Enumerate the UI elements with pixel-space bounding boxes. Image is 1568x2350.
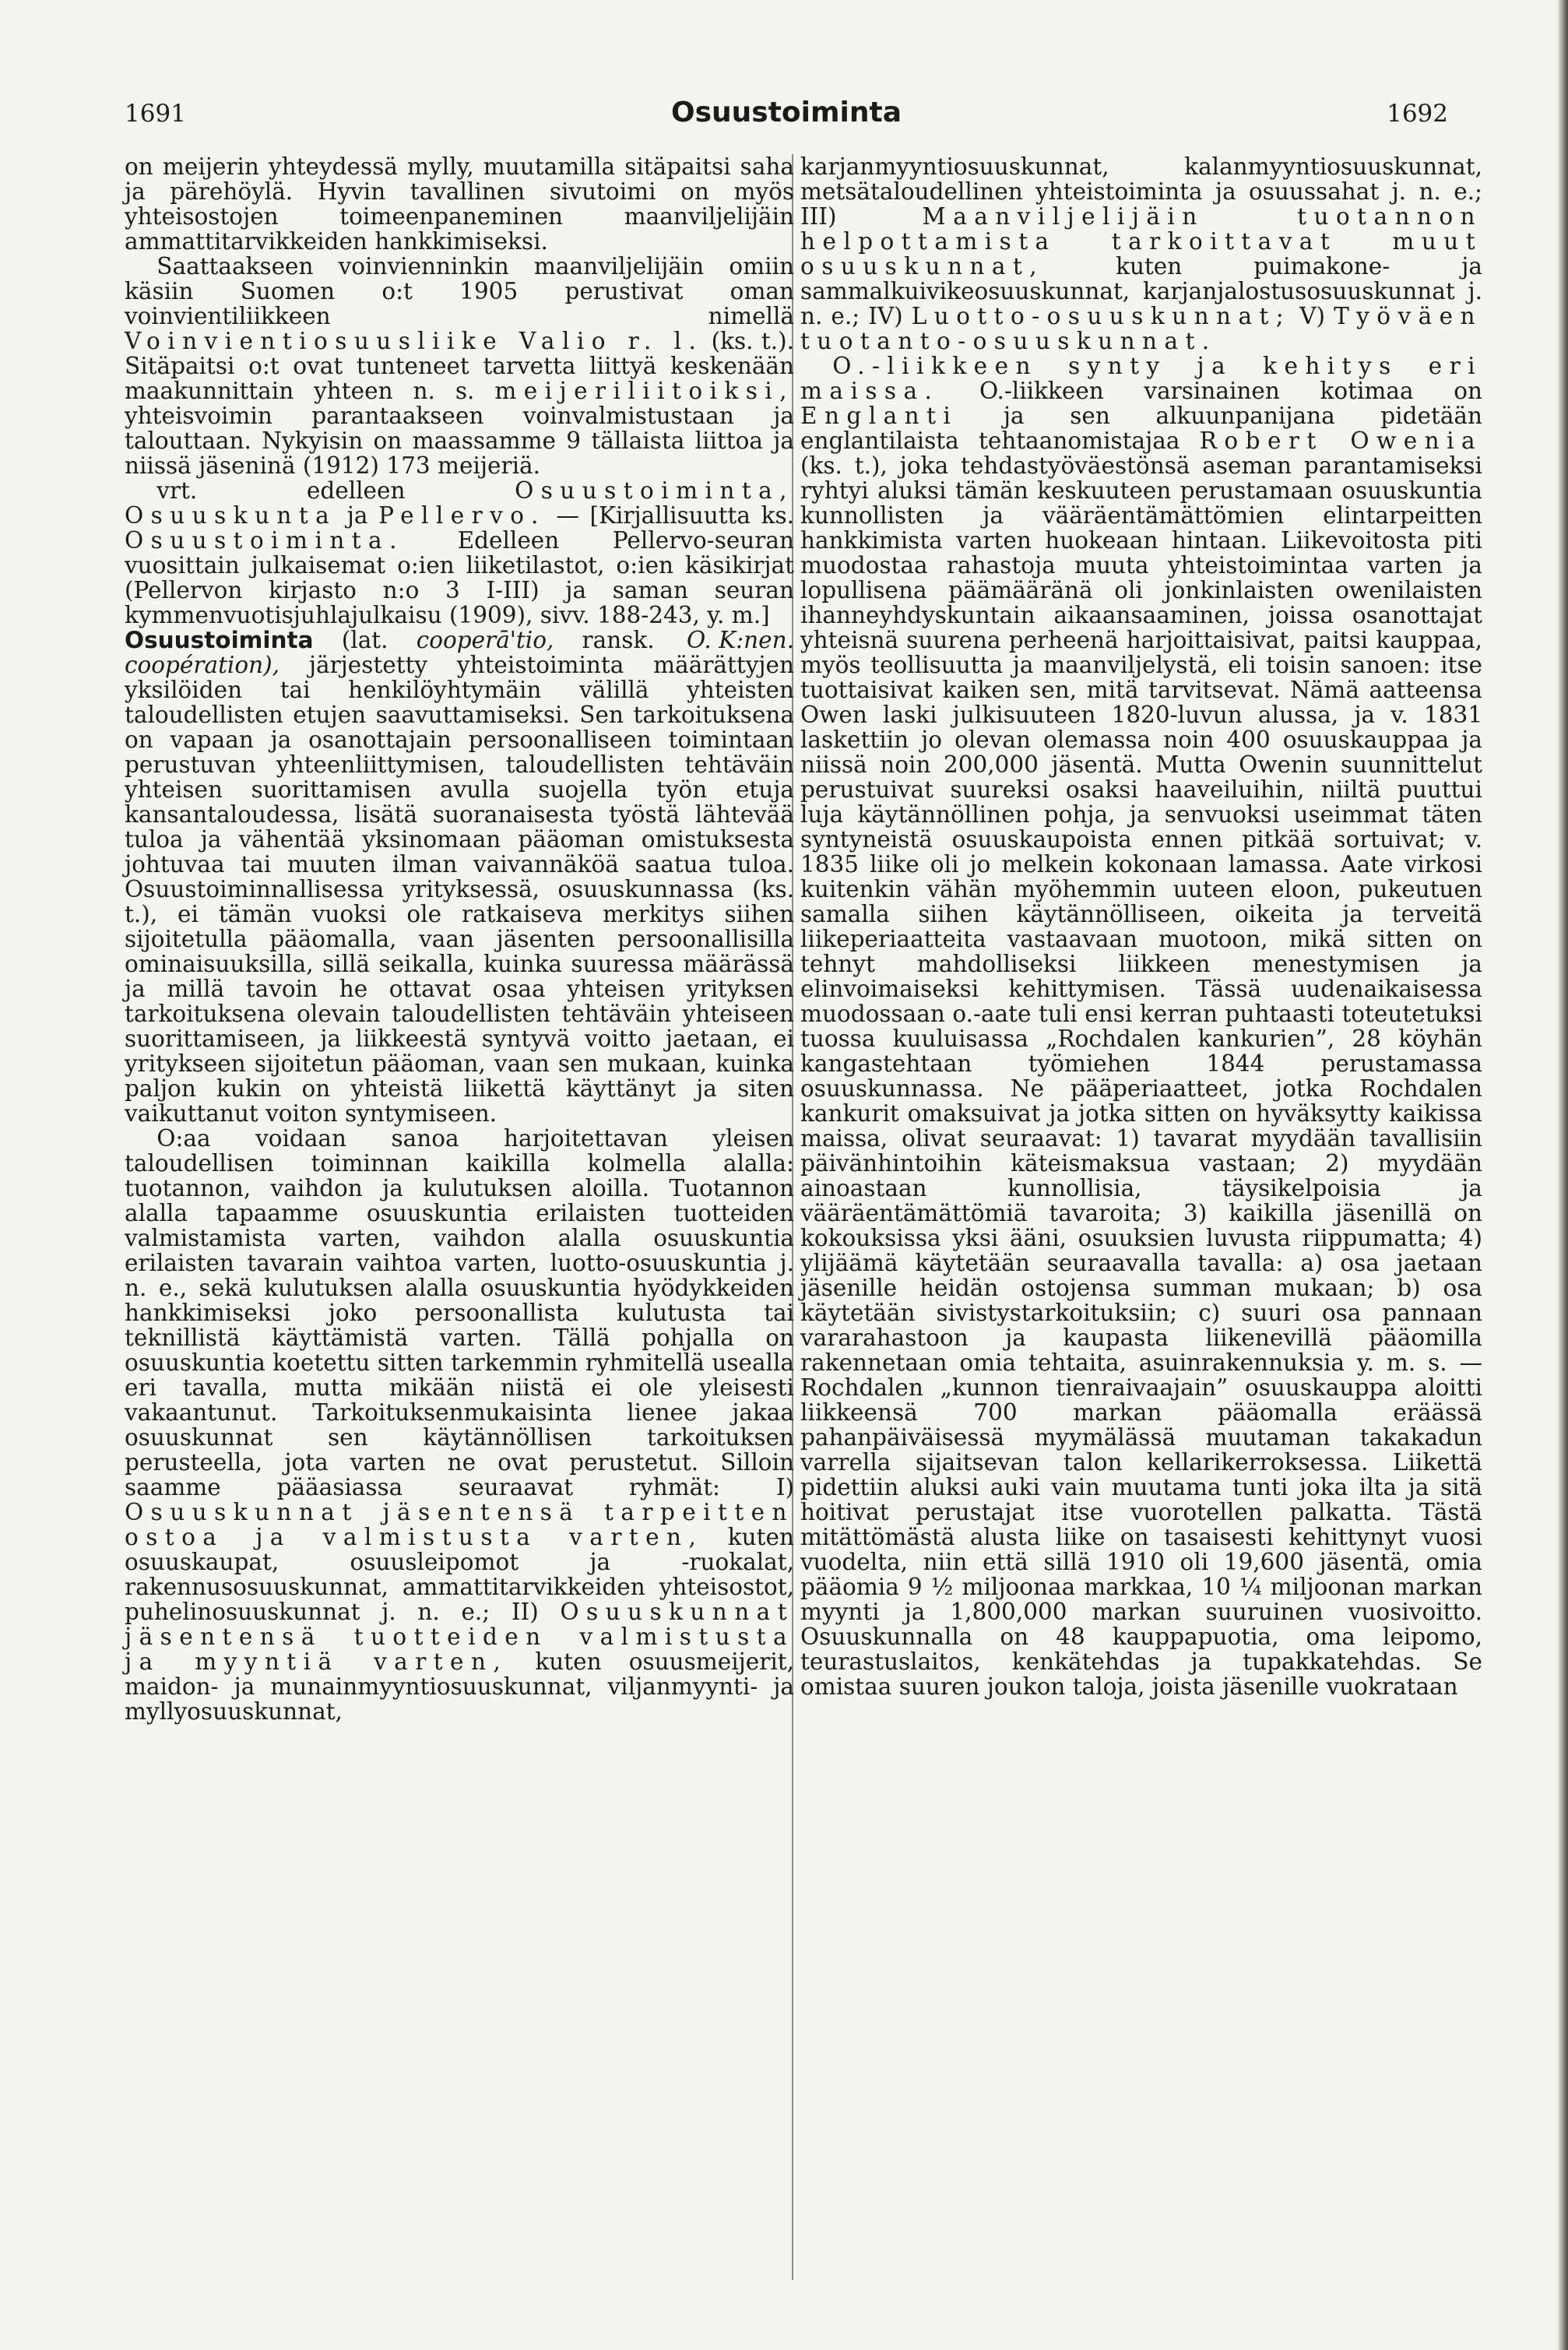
term-valio: Voinvientiosuusliike Valio r. l.	[125, 328, 704, 354]
paragraph-meijeri-sidelines: on meijerin yhteydessä mylly, muutamilla sitäpaitsi saha ja pärehöylä. Hyvin tavallinen sivutoimi on myös yhteisostojen toimeenpaneminen maanviljelijäin ammattitarvikkeiden hankkimiseksi.	[125, 153, 794, 255]
term-robert-owen: Robert Owenia	[1199, 427, 1482, 454]
paragraph-history: O.-liikkeen synty ja kehitys eri maissa. O.-liikkeen varsinainen kotimaa on Englanti ja sen alkuunpanijana pidetään englantilaista tehtaanomistajaa Robert Owenia (ks. t.), joka tehdastyöväestönsä aseman parantamiseksi ryhtyi aluksi tämän keskuuteen perustamaan osuuskuntia kunnollisten ja vääräentämättömien elintarpeitten hankkimista varten huokeaan hintaan. Liikevoitosta piti muodostaa rahastoja muuta yhteistoimintaa varten ja lopullisena päämääränä oli jonkinlaisten owenilaisten ihanneyhdyskuntain aikaansaaminen, joissa osanottajat yhteisnä suurena perheenä harjoittaisivat, paitsi kauppaa, myös teollisuutta ja maanviljelystä, eli toisin sanoen: itse tuottaisivat kaiken sen, mitä tarvitsevat. Nämä aatteensa Owen laski julkisuuteen 1820-luvun alussa, ja v. 1831 laskettiin jo olevan olemassa noin 400 osuuskauppaa ja niissä noin 200,000 jäsentä. Mutta Owenin suunnittelut perustuivat suureksi osaksi haaveiluihin, niiltä puuttui luja käytännöllinen pohja, ja senvuoksi useimmat täten syntyneistä osuuskaupoista ennen pitkää sortuivat; v. 1835 liike oli jo melkein kokonaan lamassa. Aate virkosi kuitenkin vähän myöhemmin uuteen eloon, pukeutuen samalla siihen käytännölliseen, oikeita ja terveitä liikeperiaatteita vastaavaan muotoon, mikä sitten on tehnyt mahdolliseksi liikkeen menestymisen ja elinvoimaiseksi kehittymisen. Tässä uudenaikaisessa muodossaan o.-aate tuli ensi kerran puhtaasti toteutetuksi tuossa kuuluisassa „Rochdalen kankurien”, 28 köyhän kangastehtaan työmiehen 1844 perustamassa osuuskunnassa. Ne pääperiaatteet, jotka Rochdalen kankurit omaksuivat ja jotka sitten on hyväksytty kaikissa maissa, olivat seuraavat: 1) tavarat myydään tavallisiin päivänhintoihin käteismaksua vastaan; 2) myydään ainoastaan kunnollisia, täysikelpoisia ja vääräentämättömiä tavaroita; 3) kaikilla jäsenillä on kokouksissa yksi ääni, osuuksien luvusta riippumatta; 4) ylijäämä käytetään seuraavalla tavalla: a) osa jaetaan jäsenille heidän ostojensa summan mukaan; b) osa käytetään sivistystarkoituksiin; c) suuri osa pannaan vararahastoon ja kaupasta liikenevillä pääomilla rakennetaan omia tehtaita, asuinrakennuksia y. m. s. — Rochdalen „kunnon tienraivaajain” osuuskauppa aloitti liikkeensä 700 markan pääomalla eräässä pahanpäiväisessä myymälässä muutaman takakadun varrella sijaitsevan talon kellarikerroksessa. Liikettä pidettiin aluksi auki vain muutama tunti joka ilta ja sitä hoitivat perustajat itse vuorotellen palkatta. Tästä mitättömästä alusta liike on tasaisesti kehittynyt vuosi vuodelta, niin että sillä 1910 oli 19,600 jäsentä, omia pääomia 9 ½ miljoonaa markkaa, 10 ¼ miljoonan markan myynti ja 1,800,000 markan suuruinen vuosivoitto. Osuuskunnalla on 48 kauppapuotia, oma leipomo, teurastuslaitos, kenkätehdas ja tupakkatehdas. Se omistaa suuren joukon taloja, joista jäsenille vuokrataan	[800, 353, 1482, 1700]
author-signature: O. K:nen.	[686, 627, 794, 653]
page-title: Osuustoiminta	[671, 97, 902, 128]
left-column	[125, 154, 794, 1724]
paragraph-references: vrt. edelleen Osuustoiminta, Osuuskunta ja Pellervo. — [Kirjallisuutta ks. Osuustoiminta. Edelleen Pellervo-seuran vuosittain julkaisemat o:ien liiketilastot, o:ien käsikirjat (Pellervon kirjasto n:o 3 I-III) ja saman seuran kymmenvuotisjuhlajulkaisu (1909), sivv. 188-243, y. m.] O. K:nen.	[125, 477, 794, 653]
paragraph-osuuskunta-groups: O:aa voidaan sanoa harjoitettavan yleisen taloudellisen toiminnan kaikilla kolmella alalla: tuotannon, vaihdon ja kulutuksen aloilla. Tuotannon alalla tapaamme osuuskuntia erilaisten tuotteiden valmistamista varten, vaihdon alalla osuuskuntia erilaisten tavarain vaihtoa varten, luotto-osuuskuntia j. n. e., sekä kulutuksen alalla osuuskuntia hyödykkeiden hankkimiseksi joko persoonallista kulutusta tai teknillistä käyttämistä varten. Tällä pohjalla on osuuskuntia koetettu sitten tarkemmin ryhmitellä usealla eri tavalla, mutta mikään niistä ei ole yleisesti vakaantunut. Tarkoituksenmukaisinta lienee jakaa osuuskunnat sen käytännöllisen tarkoituksen perusteella, jota varten ne ovat perustetut. Silloin saamme pääasiassa seuraavat ryhmät: I) Osuuskunnat jäsentensä tarpeitten ostoa ja valmistusta varten, kuten osuuskaupat, osuusleipomot ja -ruokalat, rakennusosuuskunnat, ammattitarvikkeiden yhteisostot, puhelinosuuskunnat j. n. e.; II) Osuuskunnat jäsentensä tuotteiden valmistusta ja myyntiä varten, kuten osuusmeijerit, maidon- ja munainmyyntiosuuskunnat, viljanmyynti- ja myllyosuuskunnat,	[125, 1125, 794, 1725]
paragraph-groups-continued: karjanmyyntiosuuskunnat, kalanmyyntiosuuskunnat, metsätaloudellinen yhteistoiminta ja osuussahat j. n. e.; III) Maanviljelijäin tuotannon helpottamista tarkoittavat muut osuuskunnat, kuten puimakone- ja sammalkuivikeosuuskunnat, karjanjalostusosuuskunnat j. n. e.; IV) Luotto-osuuskunnat; V) Työväen tuotanto-osuuskunnat.	[800, 153, 1482, 354]
xref-osuustoiminta-osuuskunta: Osuustoiminta, Osuuskunta	[125, 477, 794, 529]
term-englanti: Englanti	[800, 403, 958, 429]
page-edge	[1557, 0, 1568, 2350]
group-5-heading: Työväen tuotanto-osuuskunnat.	[800, 303, 1482, 354]
page-number-right: 1692	[1387, 100, 1448, 128]
page-number-left: 1691	[125, 100, 186, 128]
group-1-heading: Osuuskunnat jäsentensä tarpeitten ostoa ja valmistusta varten,	[125, 1499, 794, 1550]
entry-osuustoiminta: Osuustoiminta (lat. cooperā'tio, ransk. coopération), järjestetty yhteistoiminta määrättyjen yksilöiden tai henkilöyhtymäin välillä yhteisten taloudellisten etujen saavuttamiseksi. Sen tarkoituksena on vapaan ja osanottajain persoonalliseen toimintaan perustuvan yhteenliittymisen, taloudellisten tehtäväin yhteisen suorittamisen avulla suojella työn etuja kansantaloudessa, lisätä suoranaisesta työstä lähtevää tuloa ja vähentää yksinomaan pääoman omistuksesta johtuvaa tai muuten ilman vaivannäköä saatua tuloa. Osuustoiminnallisessa yrityksessä, osuuskunnassa (ks. t.), ei tämän vuoksi ole ratkaiseva merkitys siihen sijoitetulla pääomalla, vaan jäsenten persoonallisilla ominaisuuksilla, sillä seikalla, kuinka suuressa määrässä ja millä tavoin he ottavat osaa yhteisen yrityksen tarkoituksena olevain taloudellisten tehtäväin yhteiseen suorittamiseen, ja liikkeestä syntyvä voitto jaetaan, ei yritykseen sijoitetun pääoman, vaan sen mukaan, kuinka paljon kukin on yhteistä liikettä käyttänyt ja siten vaikuttanut voiton syntymiseen.	[125, 627, 794, 1127]
group-4-heading: Luotto-osuuskunnat;	[911, 303, 1292, 329]
paragraph-voinvienti: Saattaakseen voinvienninkin maanviljelijäin omiin käsiin Suomen o:t 1905 perustivat oman voinvientiliikkeen nimellä Voinvientiosuusliike Valio r. l. (ks. t.). Sitäpaitsi o:t ovat tunteneet tarvetta liittyä keskenään maakunnittain yhteen n. s. meijeriliitoiksi, yhteisvoimin parantaakseen voinvalmistustaan ja talouttaan. Nykyisin on maassamme 9 tällaista liittoa ja niissä jäseninä (1912) 173 meijeriä.	[125, 253, 794, 479]
group-3-heading: Maanviljelijäin tuotannon helpottamista tarkoittavat muut osuuskunnat,	[800, 203, 1482, 280]
right-column	[800, 154, 1482, 1699]
group-2-heading: Osuuskunnat jäsentensä tuotteiden valmistusta ja myyntiä varten,	[125, 1599, 794, 1675]
entry-headword: Osuustoiminta	[125, 627, 314, 653]
page-header	[125, 97, 1448, 146]
term-meijeriliitot: meijeriliitoiksi,	[494, 378, 794, 404]
xref-osuustoiminta: Osuustoiminta.	[125, 527, 404, 554]
xref-pellervo: Pellervo.	[378, 502, 546, 529]
section-heading-synty: O.-liikkeen synty ja kehitys eri maissa.	[800, 353, 1482, 404]
